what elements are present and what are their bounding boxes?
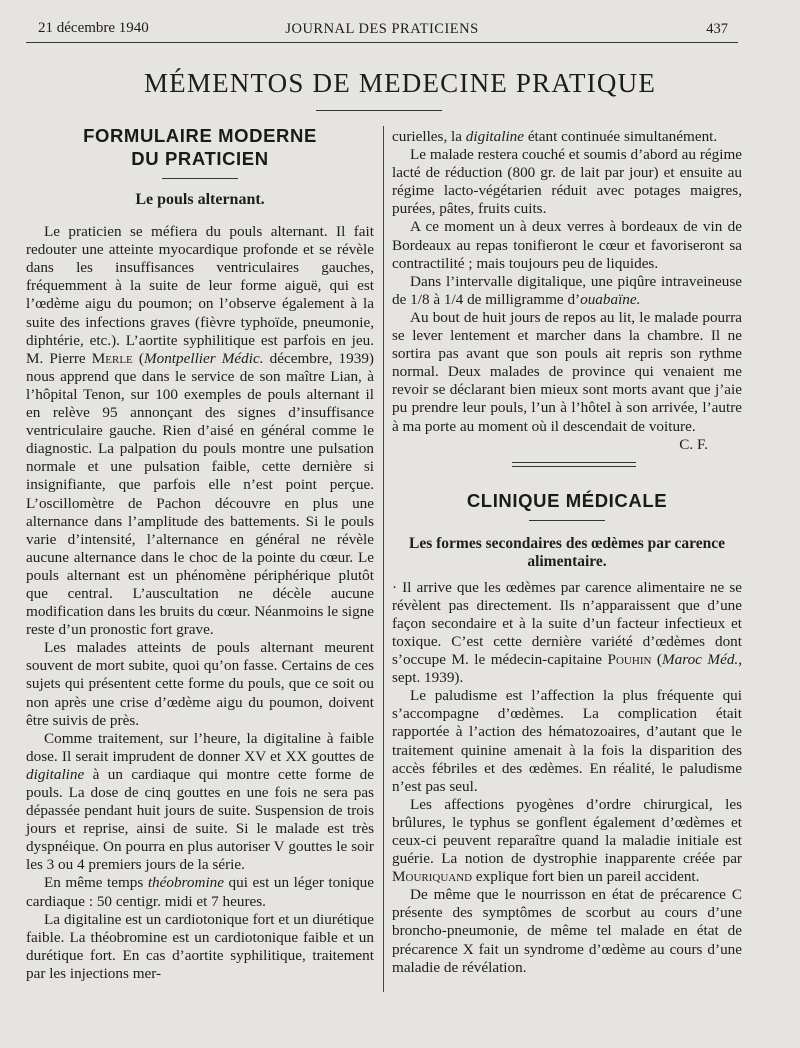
author-name: Mouriquand bbox=[392, 868, 473, 886]
paragraph bbox=[392, 273, 742, 309]
text-run: Les affections pyogènes d’ordre chirurgical, les brûlures, le typhus se gonflent également d’œdèmes et ceux-ci peuvent reparaître quand la maladie initiale est guérie. La notion de dystrophie inapparente créée par bbox=[392, 795, 742, 868]
paragraph bbox=[26, 874, 374, 910]
text-run: décembre, 1939) nous apprend que dans le service de son maître Lian, à l’hôpital Tenon, sur 100 exemples de pouls alternant il en relève 95 annonçant des signes d’insuffisance ventriculaire gauche. Rien d’aisé en général comme le diagnostic. La palpation du pouls montre une pulsation normale et une pulsation faible, cette dernière si insignifiante, que parfois elle n’est point perçue. L’oscillomètre de Pachon découvre en plus une alternance dans l’amplitude des battements. Si le pouls varie d’intensité, l’alternance en général ne révèle aucune alternance dans le choc de la pointe du cœur. Le pouls alternant est un phénomène périphérique plutôt que central. L’auscultation ne décèle aucune modification dans les bruits du cœur. Néanmoins le signe reste d’un pronostic fort grave. bbox=[26, 349, 374, 639]
article-subtitle-pouls: Le pouls alternant. bbox=[135, 191, 265, 208]
paragraph: Au bout de huit jours de repos au lit, le malade pourra se lever lentement et marcher dans la chambre. Il ne sortira pas avant que son pouls ait repris son rythme normal. Deux malades de province qui venaient me revoir se déclarant bien mieux sont morts avant que j’aie pu prendre leur pouls, l’un à l’hôtel à son arrivée, l’autre à ma porte au moment où il descendait de voiture. bbox=[392, 308, 742, 435]
paragraph: Le paludisme est l’affection la plus fréquente qui s’accompagne d’œdèmes. La complication était rapportée à l’action des hématozoaires, d’autant que le traitement quinine amenait à la fois la disparition des accès fébriles et des œdèmes. En réalité, le paludisme n’est pas seul. bbox=[392, 687, 742, 795]
left-column bbox=[26, 124, 374, 983]
text-run: explique fort bien un pareil accident. bbox=[472, 868, 700, 886]
page-title: MÉMENTOS DE MEDECINE PRATIQUE bbox=[143, 68, 657, 98]
title-divider bbox=[316, 110, 442, 111]
text-run: curielles, la bbox=[392, 128, 466, 145]
text-run: à un cardiaque qui montre cette forme de pouls. La dose de cinq gouttes en une fois ne sera pas dépassée pendant huit jours de suite. Suspension de trois jours et reprise, ainsi de suite. Si le malade est très dyspnéique. On pourra en plus autoriser V gouttes le soir les 3 ou 4 premiers jours de la série. bbox=[26, 765, 374, 874]
text-run: Le praticien se méfiera du pouls alternant. Il fait redouter une atteinte myocardique profonde et se révèle dans les insuffisances ventriculaires gauches, fréquemment à la suite de leur forme aiguë, qui est l’œdème aigu du poumon; on l’observe également à la suite des infections graves (fièvre typhoïde, pneumonie, diphtérie, etc.). L’aortite syphilitique est parfois en jeu. M. Pierre bbox=[26, 223, 374, 367]
column-divider bbox=[383, 126, 384, 992]
author-name: Merle bbox=[91, 349, 133, 367]
author-signature: C. F. bbox=[679, 435, 708, 453]
text-run: · Il arrive que les œdèmes par carence alimentaire ne se révèlent pas directement. Ils n’apparaissent que d’une façon secondaire et à la suite d’un facteur infectieux et toxique. C’est cette dernière variété d’œdèmes dont s’occupe M. le médecin-capitaine bbox=[392, 578, 742, 669]
right-column bbox=[392, 128, 742, 977]
paragraph: La digitaline est un cardiotonique fort et un diurétique faible. La théobromine est un cardiotonique faible et un durétique fort. En cas d’aortite syphilitique, traitement par les injections mer- bbox=[26, 910, 374, 982]
paragraph bbox=[26, 730, 374, 875]
paragraph: A ce moment un à deux verres à bordeaux de vin de Bordeaux au repas tonifieront le cœur et favoriseront sa contractilité ; mais toujours peu de liquides. bbox=[392, 218, 742, 272]
journal-reference: Montpellier Médic. bbox=[143, 349, 264, 367]
article-subtitle-oedemes: Les formes secondaires des œdèmes par carence alimentaire. bbox=[409, 534, 725, 570]
page-number: 437 bbox=[706, 21, 728, 37]
running-header bbox=[26, 18, 738, 43]
paragraph bbox=[26, 223, 374, 639]
section-divider bbox=[162, 178, 238, 179]
drug-name: digitaline bbox=[465, 128, 525, 145]
drug-name: théobromine bbox=[147, 874, 225, 892]
section-title-clinique: CLINIQUE MÉDICALE bbox=[466, 489, 668, 511]
text-run: ( bbox=[651, 651, 662, 669]
text-run: Dans l’intervalle digitalique, une piqûre intraveineuse de 1/8 à 1/4 de milligramme d’ bbox=[392, 272, 742, 308]
text-run: étant continuée simultanément. bbox=[524, 128, 718, 145]
author-name: Pouhin bbox=[607, 651, 652, 669]
section-divider bbox=[529, 520, 605, 521]
text-run: Comme traitement, sur l’heure, la digitaline à faible dose. Il serait imprudent de donner XV et XX gouttes de bbox=[26, 729, 374, 765]
paragraph: Le malade restera couché et soumis d’abord au régime lacté de réduction (800 gr. de lait par jour) et ensuite au régime lacto-végétarien réduit avec potages maigres, purées, pâtes, fruits cuits. bbox=[392, 146, 742, 218]
drug-name: ouabaïne. bbox=[580, 290, 641, 308]
text-run: En même temps bbox=[44, 874, 148, 892]
section-title-line-1: FORMULAIRE MODERNE bbox=[83, 125, 317, 146]
paragraph bbox=[392, 128, 742, 146]
paragraph bbox=[392, 579, 742, 688]
text-run: qui est un léger tonique cardiaque : 50 centigr. midi et 7 heures. bbox=[26, 874, 374, 910]
paragraph bbox=[392, 796, 742, 886]
section-title-line-2: DU PRATICIEN bbox=[131, 148, 269, 169]
text-run: , sept. 1939). bbox=[392, 651, 743, 687]
text-run: ( bbox=[132, 349, 144, 367]
paragraph: Les malades atteints de pouls alternant meurent souvent de mort subite, quoi qu’on fasse. Certains de ces sujets qui présentent cette forme du pouls, que ce soit ou non après une crise d’œdème aigu du poumon, doivent être suivis de près. bbox=[26, 639, 374, 729]
drug-name: digitaline bbox=[26, 765, 85, 783]
paragraph: De même que le nourrisson en état de précarence C présente des symptômes de scorbut au cours d’une broncho-pneumonie, de même tel malade en état de précarence X fait un syndrome d’œdème au cours d’une maladie de révélation. bbox=[392, 886, 742, 976]
issue-date: 21 décembre 1940 bbox=[38, 20, 149, 36]
section-divider bbox=[512, 462, 636, 467]
journal-name: JOURNAL DES PRATICIENS bbox=[285, 21, 479, 37]
journal-reference: Maroc Méd. bbox=[662, 651, 739, 669]
section-title-formulaire bbox=[26, 124, 374, 170]
